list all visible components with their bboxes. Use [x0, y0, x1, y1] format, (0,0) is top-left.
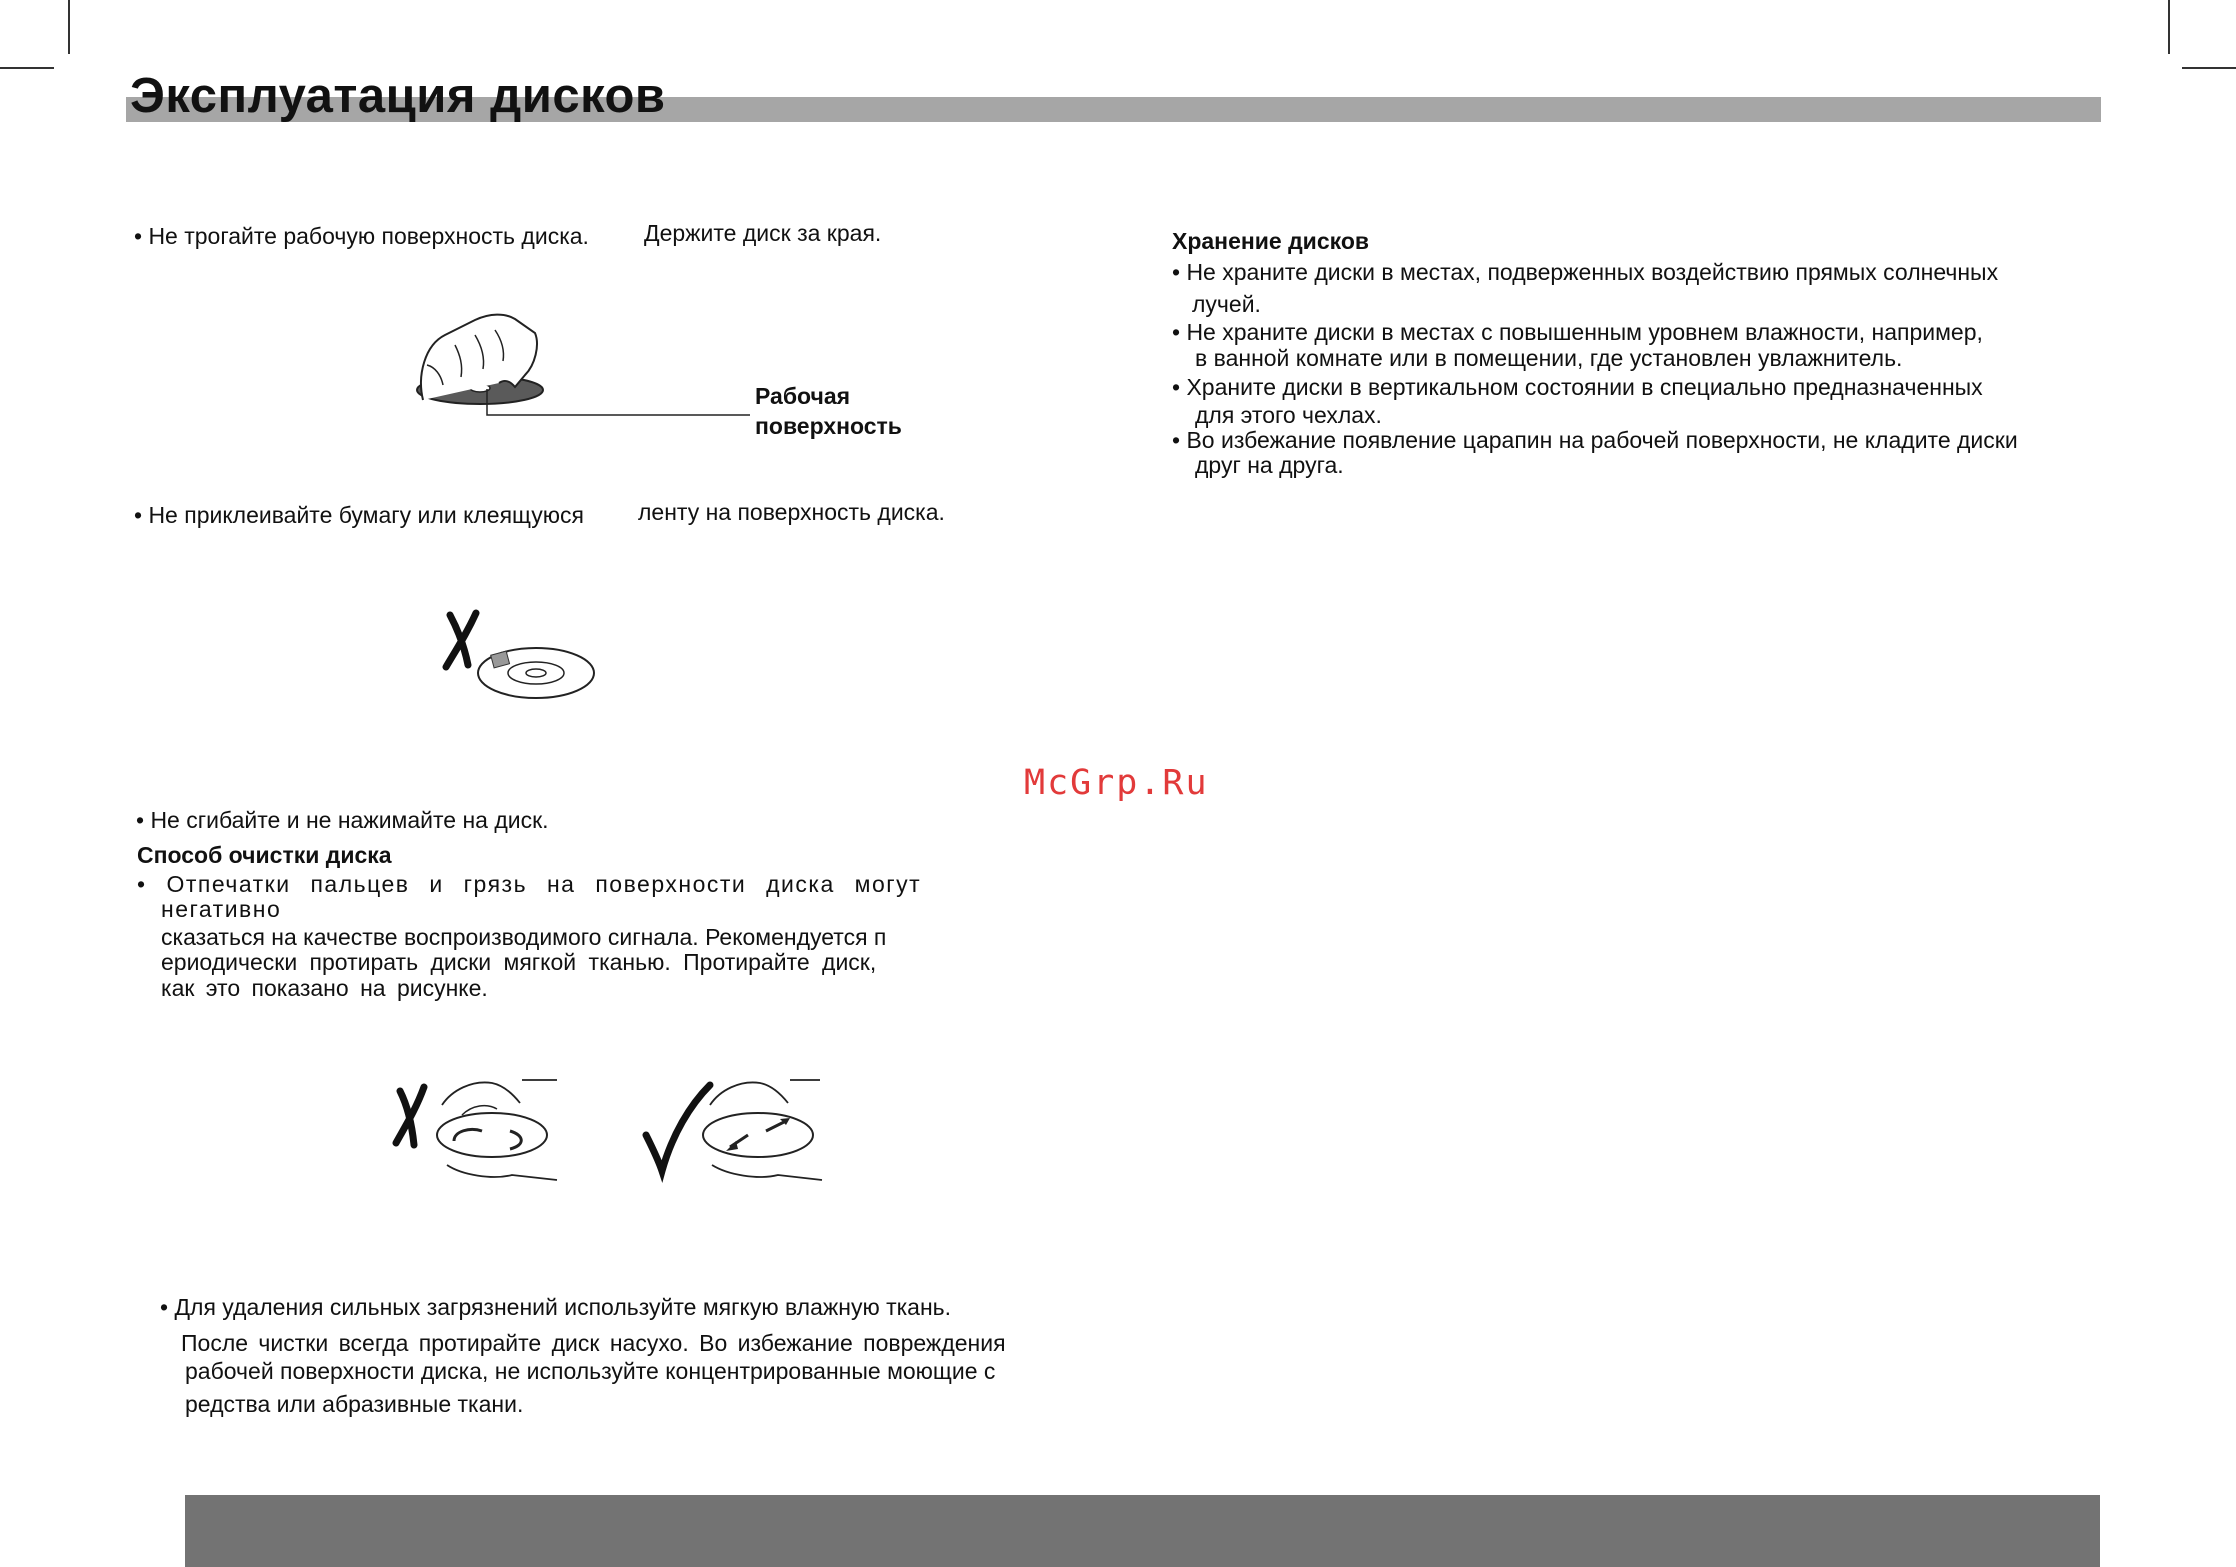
cross-icon: [396, 1087, 424, 1145]
storage-line: для этого чехлах.: [1195, 402, 1382, 428]
crop-mark: [2182, 67, 2236, 69]
cross-icon: [446, 613, 476, 667]
touch-instruction: • Не трогайте рабочую поверхность диска.: [134, 223, 589, 249]
crop-mark: [2168, 0, 2170, 54]
storage-line: • Не храните диски в местах с повышенным уровнем влажности, например,: [1172, 319, 1983, 345]
sticker-instruction: • Не приклеивайте бумагу или клеящуюся: [134, 502, 584, 528]
heavy-dirt-line: После чистки всегда протирайте диск насухо. Во избежание повреждения: [181, 1330, 1006, 1356]
cleaning-line: • Отпечатки пальцев и грязь на поверхности диска могут: [137, 871, 922, 897]
heavy-dirt-line: редства или абразивные ткани.: [185, 1391, 524, 1417]
cleaning-line: негативно: [161, 896, 282, 922]
watermark: McGrp.Ru: [1024, 763, 1209, 803]
hand-holding-disc-illustration: [415, 305, 745, 425]
wrong-wiping-illustration: [392, 1075, 562, 1185]
heavy-dirt-line: • Для удаления сильных загрязнений используйте мягкую влажную ткань.: [160, 1294, 952, 1320]
storage-line: друг на друга.: [1195, 452, 1344, 478]
storage-line: • Не храните диски в местах, подверженных воздействию прямых солнечных: [1172, 259, 1999, 285]
touch-instruction-cont: Держите диск за края.: [644, 220, 882, 246]
storage-line: в ванной комнате или в помещении, где установлен увлажнитель.: [1195, 345, 1903, 371]
bend-instruction: • Не сгибайте и не нажимайте на диск.: [136, 807, 549, 833]
no-sticker-illustration: [440, 605, 600, 705]
storage-line: лучей.: [1192, 291, 1261, 317]
crop-mark: [68, 0, 70, 54]
cleaning-line: как это показано на рисунке.: [161, 975, 488, 1001]
storage-line: • Во избежание появление царапин на рабочей поверхности, не кладите диски: [1172, 427, 2018, 453]
checkmark-icon: [646, 1085, 710, 1171]
sticker-instruction-cont: ленту на поверхность диска.: [638, 499, 945, 525]
storage-line: • Храните диски в вертикальном состоянии в специально предназначенных: [1172, 374, 1983, 400]
surface-label-line1: Рабочая: [755, 383, 851, 409]
heavy-dirt-line: рабочей поверхности диска, не используйте концентрированные моющие с: [185, 1358, 996, 1384]
storage-heading: Хранение дисков: [1172, 228, 1370, 254]
cleaning-line: сказаться на качестве воспроизводимого сигнала. Рекомендуется п: [161, 924, 887, 950]
cleaning-heading: Способ очистки диска: [137, 842, 392, 868]
crop-mark: [0, 67, 54, 69]
surface-label-line2: поверхность: [755, 413, 902, 439]
correct-wiping-illustration: [640, 1075, 825, 1185]
footer-bar: [185, 1495, 2100, 1567]
page-title: Эксплуатация дисков: [130, 69, 666, 123]
cleaning-line: ериодически протирать диски мягкой тканью. Протирайте диск,: [161, 949, 877, 975]
